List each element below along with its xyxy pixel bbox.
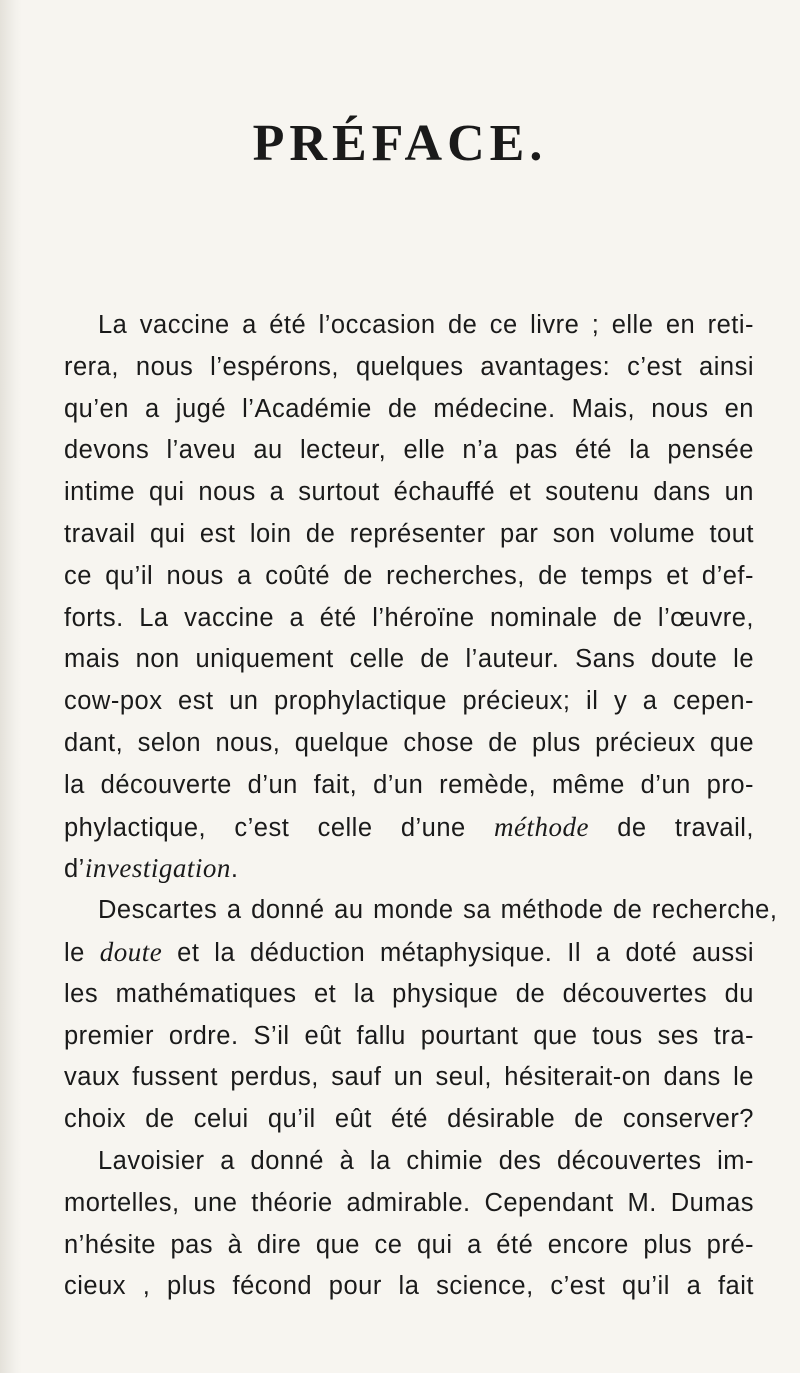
text-line: qu’en a jugé l’Académie de médecine. Mais, nous en xyxy=(64,394,754,423)
text-segment: d’ xyxy=(64,855,85,884)
text-segment: et la déduction métaphysique. Il a doté aussi xyxy=(162,938,755,967)
text-line: premier ordre. S’il eût fallu pourtant que tous ses tra- xyxy=(64,1021,754,1050)
text-line: La vaccine a été l’occasion de ce livre ; elle en reti- xyxy=(98,311,754,339)
text-line xyxy=(64,848,754,890)
text-line: rera, nous l’espérons, quelques avantages: c’est ainsi xyxy=(64,352,754,381)
text-segment: . xyxy=(230,855,239,884)
text-line: devons l’aveu au lecteur, elle n’a pas été la pensée xyxy=(64,436,754,465)
text-line xyxy=(64,932,754,974)
text-line xyxy=(64,807,754,849)
text-line: n’hésite pas à dire que ce qui a été encore plus pré- xyxy=(64,1230,754,1259)
text-line: cow-pox est un prophylactique précieux; il y a cepen- xyxy=(64,687,754,716)
text-line: travail qui est loin de représenter par son volume tout xyxy=(64,519,754,548)
text-segment: phylactique, c’est celle d’une xyxy=(64,813,494,842)
italic-term: investigation xyxy=(84,853,231,884)
text-line: mais non uniquement celle de l’auteur. Sans doute le xyxy=(64,645,754,674)
preface-body xyxy=(64,305,778,1308)
text-line: forts. La vaccine a été l’héroïne nominale de l’œuvre, xyxy=(64,603,754,632)
text-line: choix de celui qu’il eût été désirable de conserver? xyxy=(64,1105,754,1134)
text-line: Descartes a donné au monde sa méthode de recherche, xyxy=(98,896,778,925)
text-line: les mathématiques et la physique de découvertes du xyxy=(64,979,754,1008)
text-line: dant, selon nous, quelque chose de plus précieux que xyxy=(64,728,754,757)
text-line: la découverte d’un fait, d’un remède, même d’un pro- xyxy=(64,770,754,799)
text-line: cieux , plus fécond pour la science, c’est qu’il a fait xyxy=(64,1272,754,1301)
text-segment: le xyxy=(64,938,100,967)
text-line: Lavoisier a donné à la chimie des découvertes im- xyxy=(98,1146,754,1175)
text-line: ce qu’il nous a coûté de recherches, de temps et d’ef- xyxy=(64,561,754,590)
italic-term: méthode xyxy=(494,811,589,842)
text-line: vaux fussent perdus, sauf un seul, hésiterait-on dans le xyxy=(64,1063,754,1092)
text-line: intime qui nous a surtout échauffé et soutenu dans un xyxy=(64,478,754,507)
text-line: mortelles, une théorie admirable. Cependant M. Dumas xyxy=(64,1188,754,1217)
text-segment: de travail, xyxy=(588,813,755,842)
page-gutter xyxy=(0,0,22,1373)
page-title: PRÉFACE. xyxy=(252,115,548,172)
italic-term: doute xyxy=(99,936,163,967)
